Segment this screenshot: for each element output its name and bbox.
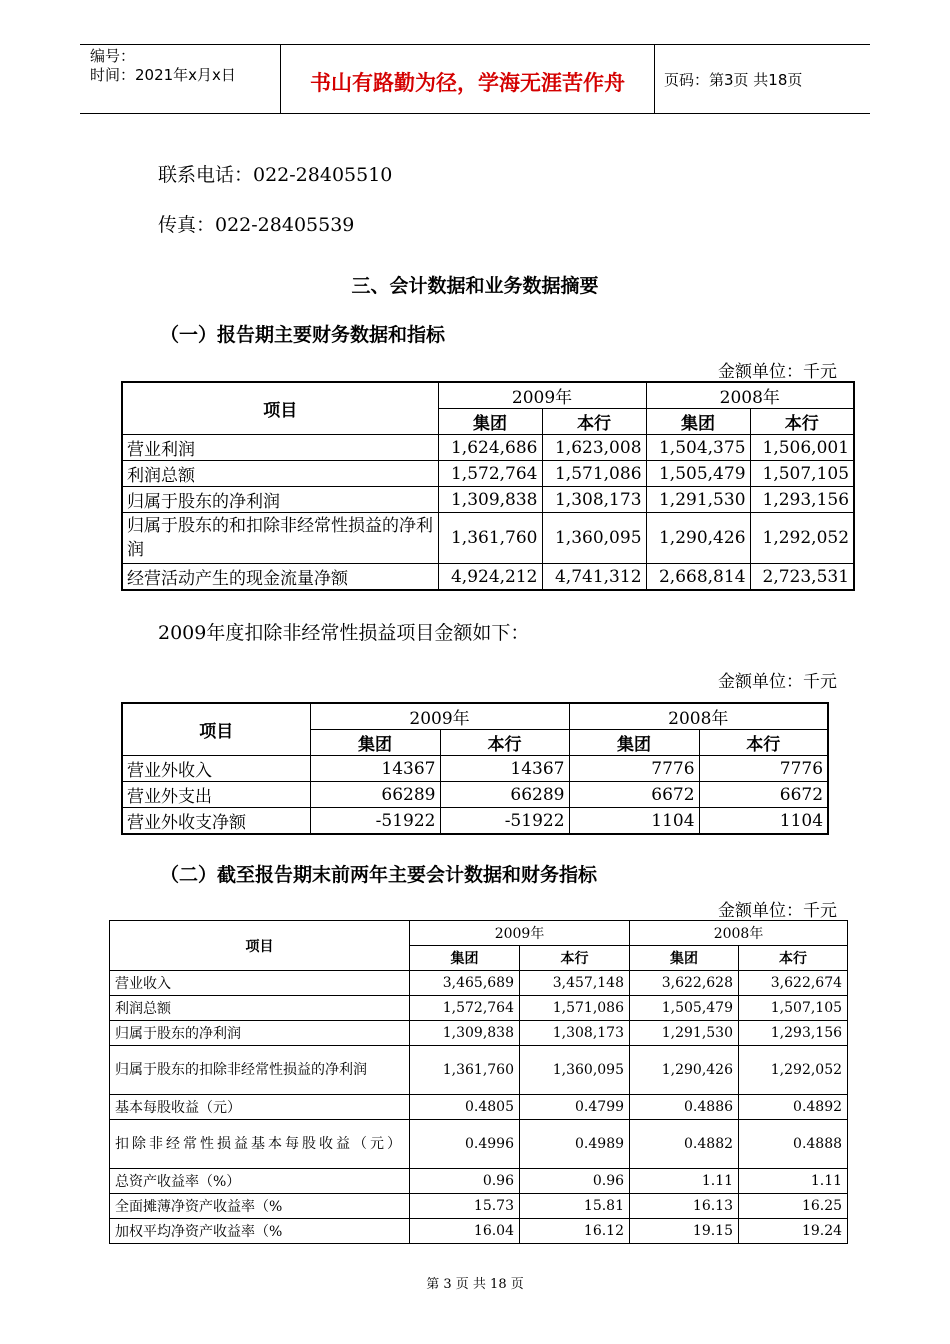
cell-value: 16.04: [410, 1219, 520, 1244]
cell-value: 19.24: [739, 1219, 848, 1244]
cell-value: 1,293,156: [739, 1021, 848, 1046]
row-label: 加权平均净资产收益率（%: [110, 1219, 410, 1244]
cell-value: 1,505,479: [630, 996, 739, 1021]
cell-value: 0.96: [520, 1169, 630, 1194]
page-header: [80, 44, 870, 114]
table-row: [110, 1194, 848, 1219]
header-group: 集团: [310, 730, 440, 756]
cell-value: 6672: [699, 782, 828, 808]
header-motto: 书山有路勤为径，学海无涯苦作舟: [310, 71, 625, 95]
header-year-2008: 2008年: [630, 921, 848, 946]
row-label: 营业利润: [122, 435, 438, 461]
cell-value: 0.4888: [739, 1120, 848, 1169]
cell-value: 1,291,530: [630, 1021, 739, 1046]
header-time: 时间：2021年x月x日: [90, 66, 236, 84]
cell-value: 2,723,531: [750, 564, 854, 591]
row-label: 归属于股东的扣除非经常性损益的净利润: [110, 1046, 410, 1095]
header-group: 集团: [410, 946, 520, 971]
header-meta: [90, 47, 236, 85]
cell-value: 1.11: [630, 1169, 739, 1194]
contact-fax: 传真：022-28405539: [158, 214, 355, 236]
header-group: 集团: [438, 409, 542, 435]
cell-value: 7776: [699, 756, 828, 782]
cell-value: 1,623,008: [542, 435, 646, 461]
header-group: 集团: [569, 730, 699, 756]
cell-value: 1,571,086: [520, 996, 630, 1021]
row-label: 总资产收益率（%）: [110, 1169, 410, 1194]
cell-value: 4,741,312: [542, 564, 646, 591]
cell-value: 1,290,426: [646, 513, 750, 564]
table-row: [110, 1219, 848, 1244]
cell-value: 1,291,530: [646, 487, 750, 513]
cell-value: 66289: [440, 782, 569, 808]
row-label: 归属于股东的和扣除非经常性损益的净利润: [122, 513, 438, 564]
header-year-2009: 2009年: [438, 382, 646, 409]
row-label: 扣除非经常性损益基本每股收益（元）: [110, 1120, 410, 1169]
cell-value: 1,572,764: [410, 996, 520, 1021]
table-row: [110, 971, 848, 996]
table-row: [122, 782, 828, 808]
row-label: 利润总额: [110, 996, 410, 1021]
cell-value: 1104: [569, 808, 699, 835]
header-bank: 本行: [440, 730, 569, 756]
table-row: [110, 996, 848, 1021]
contact-phone: 联系电话：022-28405510: [158, 164, 393, 186]
cell-value: 1,309,838: [410, 1021, 520, 1046]
unit-label: 金额单位：千元: [718, 672, 837, 692]
subsection-title-2: （二）截至报告期末前两年主要会计数据和财务指标: [160, 864, 598, 886]
two-year-indicators-table: [109, 920, 848, 1244]
cell-value: 1.11: [739, 1169, 848, 1194]
table-row: [122, 487, 854, 513]
header-group: 集团: [630, 946, 739, 971]
row-label: 归属于股东的净利润: [122, 487, 438, 513]
table-row: [110, 1095, 848, 1120]
table-row: [122, 564, 854, 591]
cell-value: 1,571,086: [542, 461, 646, 487]
row-label: 营业外收入: [122, 756, 310, 782]
cell-value: 1,507,105: [739, 996, 848, 1021]
table-row: [122, 461, 854, 487]
cell-value: 0.4799: [520, 1095, 630, 1120]
cell-value: 1,292,052: [750, 513, 854, 564]
cell-value: 1,506,001: [750, 435, 854, 461]
cell-value: -51922: [310, 808, 440, 835]
main-financial-table: [121, 381, 855, 591]
cell-value: 14367: [440, 756, 569, 782]
row-label: 营业外支出: [122, 782, 310, 808]
cell-value: 1,308,173: [520, 1021, 630, 1046]
cell-value: 3,622,674: [739, 971, 848, 996]
header-year-2008: 2008年: [646, 382, 854, 409]
header-year-2008: 2008年: [569, 703, 828, 730]
table-row: [122, 513, 854, 564]
nonrecurring-items-table: [121, 702, 829, 835]
cell-value: 16.25: [739, 1194, 848, 1219]
row-label: 全面摊薄净资产收益率（%: [110, 1194, 410, 1219]
cell-value: 4,924,212: [438, 564, 542, 591]
header-page-number: 页码：第3页 共18页: [664, 71, 803, 89]
table-row: [110, 1021, 848, 1046]
cell-value: 16.12: [520, 1219, 630, 1244]
table-row: [110, 1169, 848, 1194]
cell-value: 6672: [569, 782, 699, 808]
cell-value: 1,292,052: [739, 1046, 848, 1095]
row-label: 基本每股收益（元）: [110, 1095, 410, 1120]
cell-value: 1,361,760: [410, 1046, 520, 1095]
page-footer: 第 3 页 共 18 页: [426, 1277, 524, 1292]
header-year-2009: 2009年: [310, 703, 569, 730]
header-divider: [654, 45, 655, 113]
header-year-2009: 2009年: [410, 921, 630, 946]
header-item: 项目: [110, 921, 410, 971]
table-row: [122, 756, 828, 782]
cell-value: 1,361,760: [438, 513, 542, 564]
cell-value: 1,293,156: [750, 487, 854, 513]
header-group: 集团: [646, 409, 750, 435]
cell-value: 3,465,689: [410, 971, 520, 996]
cell-value: 0.4989: [520, 1120, 630, 1169]
cell-value: 0.4886: [630, 1095, 739, 1120]
header-item: 项目: [122, 703, 310, 756]
cell-value: 1,504,375: [646, 435, 750, 461]
cell-value: 1,290,426: [630, 1046, 739, 1095]
header-bank: 本行: [520, 946, 630, 971]
row-label: 利润总额: [122, 461, 438, 487]
cell-value: 1,309,838: [438, 487, 542, 513]
nonrecurring-intro: 2009年度扣除非经常性损益项目金额如下：: [158, 622, 530, 644]
row-label: 经营活动产生的现金流量净额: [122, 564, 438, 591]
cell-value: 1,505,479: [646, 461, 750, 487]
header-bank: 本行: [542, 409, 646, 435]
row-label: 营业外收支净额: [122, 808, 310, 835]
cell-value: 3,457,148: [520, 971, 630, 996]
header-bank: 本行: [699, 730, 828, 756]
header-number: 编号：: [90, 47, 136, 65]
cell-value: 1,360,095: [542, 513, 646, 564]
cell-value: 16.13: [630, 1194, 739, 1219]
table-row: [122, 435, 854, 461]
cell-value: 1,624,686: [438, 435, 542, 461]
subsection-title-1: （一）报告期主要财务数据和指标: [160, 324, 446, 346]
cell-value: 15.73: [410, 1194, 520, 1219]
header-bank: 本行: [750, 409, 854, 435]
cell-value: 1104: [699, 808, 828, 835]
row-label: 营业收入: [110, 971, 410, 996]
table-row: [110, 1046, 848, 1095]
table-row: [110, 1120, 848, 1169]
header-item: 项目: [122, 382, 438, 435]
cell-value: 3,622,628: [630, 971, 739, 996]
section-title: 三、会计数据和业务数据摘要: [351, 275, 599, 297]
cell-value: 0.4805: [410, 1095, 520, 1120]
cell-value: 14367: [310, 756, 440, 782]
cell-value: 0.96: [410, 1169, 520, 1194]
header-bank: 本行: [739, 946, 848, 971]
cell-value: 1,507,105: [750, 461, 854, 487]
cell-value: 0.4892: [739, 1095, 848, 1120]
cell-value: 19.15: [630, 1219, 739, 1244]
cell-value: 0.4882: [630, 1120, 739, 1169]
row-label: 归属于股东的净利润: [110, 1021, 410, 1046]
cell-value: 66289: [310, 782, 440, 808]
cell-value: 1,308,173: [542, 487, 646, 513]
unit-label: 金额单位：千元: [718, 901, 837, 921]
cell-value: 2,668,814: [646, 564, 750, 591]
cell-value: 15.81: [520, 1194, 630, 1219]
cell-value: 1,572,764: [438, 461, 542, 487]
cell-value: 0.4996: [410, 1120, 520, 1169]
cell-value: 7776: [569, 756, 699, 782]
table-row: [122, 808, 828, 835]
unit-label: 金额单位：千元: [718, 362, 837, 382]
cell-value: 1,360,095: [520, 1046, 630, 1095]
cell-value: -51922: [440, 808, 569, 835]
